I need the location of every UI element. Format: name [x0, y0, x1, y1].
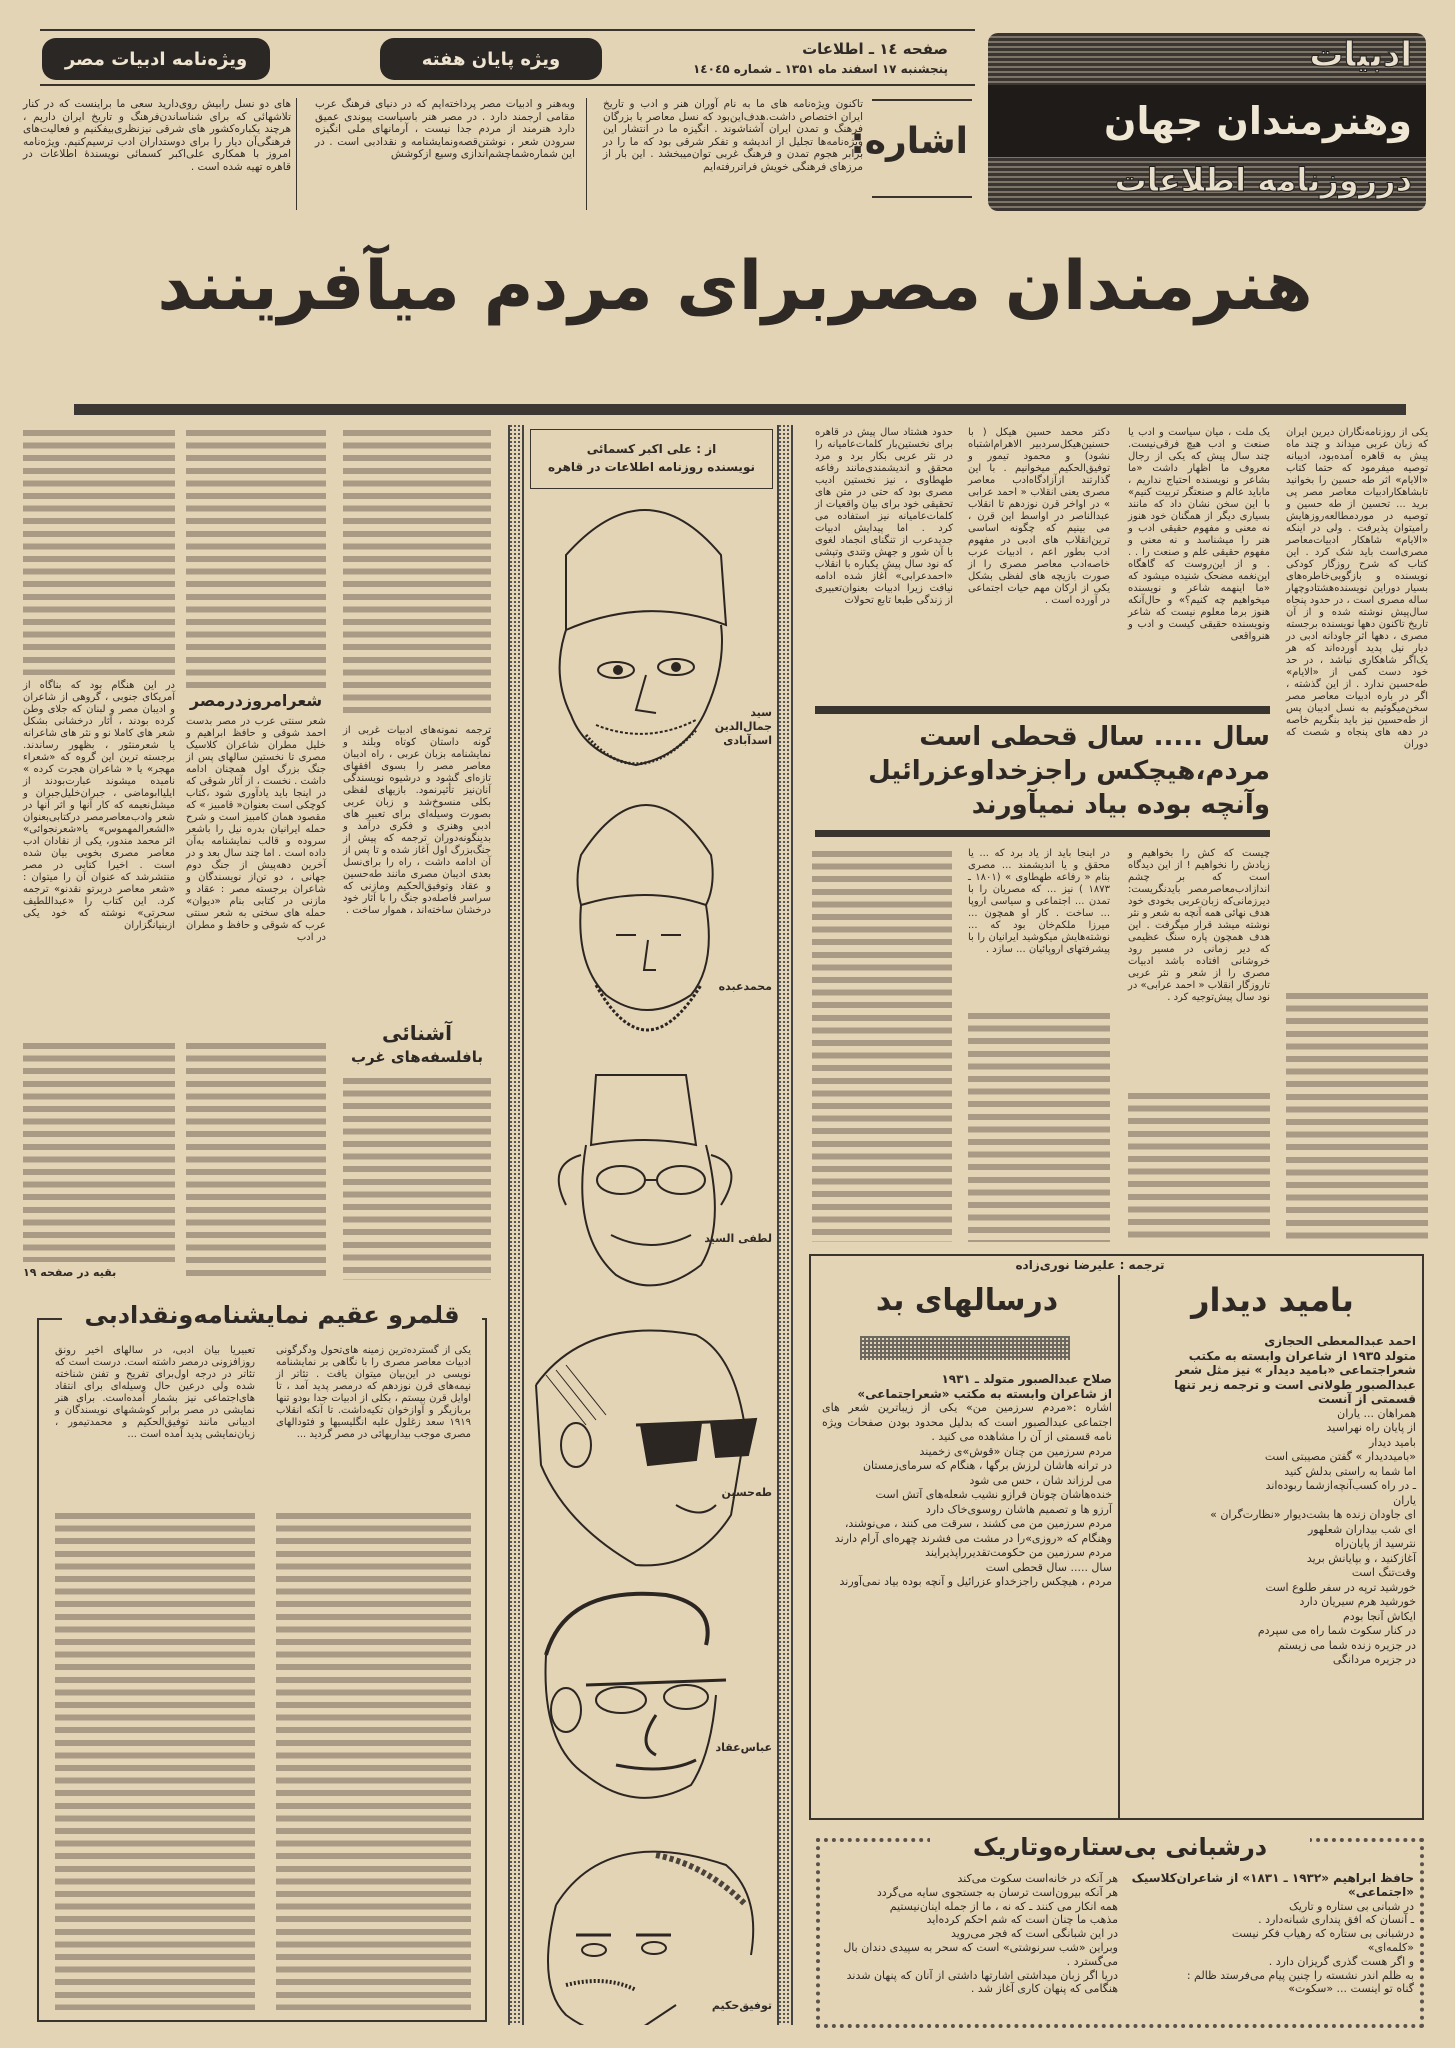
poem-line: در کنار سکوت شما راه می سپردم: [1257, 1624, 1416, 1637]
starless-poet: حافظ ابراهیم «۱۹۳۲ ـ ۱۸۳۱» از شاعران‌کلاسیک «اجتماعی»: [1131, 1871, 1414, 1899]
drama-column: یکی از گسترده‌ترین زمینه های‌تحول ودگرگونی ادبیات معاصر مصری را با نگاهی بر نمایشنامه نویسی در این‌بیان میتوان یافت . تئاتر از نیمه‌های قرن نوزدهم که درمصر پدید آمد ، تا اوایل قرن بیستم ، بکلی از ادبیات جدا بودو تنها بربازیگر و آوازخوان تکیه‌داشت. تا آنکه انقلاب ۱۹۱۹ سعد زغلول علیه انگلیسیها و فئودالهای مصری موجب بیداریهائی در مصر گردید ...: [276, 1345, 471, 1440]
article-column-continued: [1286, 990, 1428, 1245]
poem-line: در ترانه هاشان لرزش برگها ، هنگام که سرمای‌زمستان: [862, 1459, 1112, 1472]
poem-line: خورشید ترپه در سفر طلوع است: [1265, 1580, 1416, 1594]
poem-line: «کلمه‌ای»: [1367, 1940, 1414, 1954]
portrait-lutfi-sayyid: [559, 1075, 732, 1285]
article-column: در اینجا باید از یاد برد که ... یا محقق و یا اندیشمند ... مصری بنام « رفاعه طهطاوی » (۱۸۰۱ ـ ۱۸۷۳ ) نیز ... که مصریان را با تمدن ... اجتماعی و سیاسی اروپا ... ساخت . کار او همچون ... میرزا ملکم‌خان بود که ... نوشته‌هایش میکوشید ایرانیان را با پیشرفتهای اروپائیان ... سازد .: [968, 848, 1111, 955]
drama-column: تعبیریا بیان ادبی، در سالهای اخیر رونق روزافزونی درمصر داشته است. درست است که تئاتر در درجه اول‌برای تفریح و تفنن شناخته شده ولی درعین حال وسیله‌ای برای انتقاد های‌اجتماعی نیز بشمار آمده‌است. برای هنر نمایشی در مصر برابر کوششهای نویسندگان و ادیبانی مانند توفیق‌الحکیم و محمدتیمور ، زبان‌نمایشی پدید آمده است ...: [55, 1345, 255, 1440]
poem2-note: اشاره :«مردم سرزمین من» یکی از زیباترین شعر های اجتماعی عبدالصبور است که بدلیل محدود بودن صفحات ویژه نامه قسمتی از آن را مشاهده می کنید .: [822, 1401, 1112, 1443]
famine-headline-line2: مردم،هیچکس راجزخداوعزرائیل: [868, 756, 1270, 786]
translator: ترجمه : علیرضا نوری‌زاده: [1015, 1258, 1165, 1272]
article-column: یک ملت ، میان سیاست و ادب یا صنعت و ادب هیچ فرقی‌نیست. چند سال پیش که یکی از رجال معروف ما اظهار داشت «ما بشاعر و نویسنده احتیاج نداریم ، ماباید عالم و صنعتگر تربیت کنیم» با این سخن نشان داد که مانند بسیاری دیگر از همگنان خود هنوز نه معنی و مفهوم حقیقی ادب و هنر را میشناسد و نه معنی و مفهوم حقیقی علم و صنعت را . . . و از این‌روست که گاهگاه این‌نغمه مضحک شنیده میشود که «ما اینهمه شاعر و نویسنده میخواهیم چه کنیم؟» و حال‌آنکه هنوز برما معلوم نیست که شاعر ونویسنده حقیقی کیست و ادب و هنرواقعی: [1128, 427, 1270, 642]
byline-author: از : علی اکبر کسمائی: [586, 442, 717, 456]
poem-line: هر آنکه در خانه‌است سکوت می‌کند: [957, 1872, 1118, 1885]
article-column-text: [343, 427, 491, 719]
portrait-caption: لطفی السید: [704, 1232, 772, 1245]
drama-box-title: قلمرو عقیم نمایشنامه‌ونقدادبی: [62, 1296, 482, 1334]
supplement-logo: [988, 33, 1426, 211]
poem-line: وبراین «شب سرنوشتی» است که سحر به سپیدی دندان بال می‌گسترد .: [843, 1940, 1118, 1968]
poem-line: ـ در راه کسب‌آنچه‌ازشما ربوده‌اند: [1265, 1479, 1416, 1492]
article-column-continued: [812, 848, 952, 1242]
poem-line: هر آنکه بیرون‌است ترسان به جستجوی سایه می‌گردد: [876, 1885, 1118, 1899]
poem-line: خورشید هرم سیریان دارد: [1299, 1595, 1416, 1608]
article-column-text: [23, 427, 175, 675]
article-column-continued: [968, 1010, 1110, 1242]
poem-line: در این شبانگی است که فجر می‌روید: [950, 1927, 1118, 1941]
portrait-caption: سید جمال‌الدین اسدآبادی: [714, 706, 772, 747]
article-column: چیست که کش را بخواهیم و زیادش را نخواهیم ! از این دیدگاه است که بر چشم اندازادب‌معاصرمصر بایدنگریست: دیرزمانی‌که زبان‌عربی بخودی خود هدف نهائی همه آنچه به شعر و نثر نوشته میشد قرار میگرفت . این هدف همچون پاره سنگ عظیمی که دیر زمانی در مسیر رود خروشانی افتاده باشد ادبیات مصری را از شعر و نثر عربی تاروزگار انقلاب « احمد عرابی» در نود سال پیش‌توجیه کرد .: [1128, 848, 1270, 1003]
poem-line: به ظلم اندر نشسته را چنین پیام می‌فرستد ظالم :: [1186, 1968, 1414, 1982]
poem-line: و اگر هست گذری گریزان دارد .: [1268, 1954, 1414, 1968]
poem1-title: بامید دیدار: [1191, 1281, 1354, 1319]
portrait-caption: محمدعبده: [718, 980, 772, 993]
subhead-philosophy-2: بافلسفه‌های غرب: [350, 1048, 484, 1066]
portrait-taha-hussein: [536, 1331, 756, 1566]
intro-label: اشاره:: [850, 121, 968, 162]
header-rule: [40, 84, 975, 86]
intro-paragraph: تاکنون ویژه‌نامه های ما به نام آوران هنر و ادب و تاریخ ایران اختصاص داشت.هدف‌این‌بود که نسل معاصر با بزرگان فرهنگ و تمدن ایران آشنا‌شوند . انگیزه ما در انتشار این ویژه‌نامه‌ها تجلیل از اندیشه و تفکر شرقی بود که ما را در برابر هجوم تمدن و فرهنگ غربی توان‌میبخشد . این بار از مرزهای فرهنگی خویش فراتررفته‌ایم: [603, 98, 863, 173]
poem1-poet: احمد عبدالمعطی الحجازی: [1264, 1334, 1416, 1348]
poem-line: در جزیره زنده شما می زیستم: [1277, 1638, 1416, 1652]
poem-line: وقت‌تنگ است: [1351, 1566, 1416, 1579]
byline-box: [530, 429, 773, 489]
logo-line2: وهنرمندان جهان: [988, 85, 1426, 157]
section-bar: [815, 830, 1270, 837]
poem-line: ـ آنسان که افق پنداری شبانه‌دارد .: [1258, 1913, 1414, 1927]
section-badge: ویژه‌نامه ادبیات مصر: [42, 38, 270, 80]
dotted-border-right: [777, 425, 793, 2025]
article-column: شعر سنتی عرب در مصر بدست احمد شوقی و حافظ ابراهیم و خلیل مطران شاعران کلاسیک مصری تا نخستین سالهای پس از جنگ بزرگ اول همچنان ادامه داشت . نخست ، از آثار شوقی که در اینجا باید یادآوری شود ،کتاب کوچکی است بعنوان« قامبیز » که مقصود همان کامبیز است و شرح حمله ایرانیان بدره نیل را باشعر سروده و قالب نمایشنامه به‌آن داده است . اما چند سال بعد و در آخرین دهه‌پیش از جنگ دوم جهانی ، دو تن‌از نویسندگان و شاعران برجسته مصر : عقاد و مازنی در کتابی بنام «دیوان» حمله های سختی به شعر سنتی عرب که شوقی و حافظ و مطران در ادب: [186, 716, 326, 943]
portrait-caption: توفیق‌حکیم: [711, 1999, 772, 2012]
poem-line: همراهان ... یاران: [1337, 1406, 1416, 1420]
logo-line1: ادبیات: [1309, 35, 1412, 75]
poem-line: درشبانی بی ستاره که رهیاب فکر نیست: [1231, 1927, 1414, 1941]
column-divider: [586, 98, 587, 210]
portrait-caption: طه‌حسین: [721, 1486, 772, 1499]
article-column: ترجمه نمونه‌های ادبیات غربی از گونه داستان کوتاه وبلند و نمایشنامه بزبان عربی ، راه ادیبان معاصر مصر را بسوی افقهای تازه‌ای گشود و درشیوه نویسندگی آنان‌نیز تأثیرنمود. بازیهای لفظی بکلی منسوخ‌شد و زبان عربی بصورت وسیله‌ای برای تعبیر های ادبی وهنری و فکری درآمد و بدینگونه‌دوران ترجمه که پیش از جنگ‌بزرگ اول آغاز شده و تا پس از آن ادامه داشت ، راه را برای‌نسل بعدی ادیبان مصری مانند طه‌حسین و عقاد وتوفیق‌الحکیم ومازنی که سراسر فاصله‌دو جنگ را با آثار خود درخشان ساخته‌اند ، هموار ساخت .: [343, 725, 491, 916]
poem-line: آغازکنید ، و بپایانش برید: [1306, 1551, 1416, 1565]
dotted-border-left: [508, 425, 524, 2025]
page-info: صفحه ۱٤ ـ اطلاعات: [802, 40, 948, 58]
poem-line: ایکاش آنجا بودم: [1343, 1609, 1416, 1623]
poem-line: همه انکار می کنند ـ که نه ، ما از جمله اینان‌نیستیم: [889, 1899, 1118, 1913]
poem-line: بامید دیدار: [1369, 1435, 1416, 1449]
intro-paragraph: وبه‌هنر و ادبیات مصر پرداخته‌ایم که در دنیای فرهنگ عرب مقامی ارجمند دارد . در مصر هنر باسیاست پیوندی عمیق دارد هنرمند از مردم جدا نیست ، آرمانهای ملی انگیزه سرودن شعر ، نوشتن‌قصه‌ونمایشنامه و نقدادبی است . در این شماره‌شماچشم‌اندازی وسیع ازکوشش: [315, 98, 575, 160]
poem-line: در شبانی بی ستاره و تاریک: [1289, 1899, 1414, 1913]
section-bar: [815, 706, 1270, 714]
drama-column-text: [55, 1510, 255, 2010]
poem-line: خنده‌هاشان چونان فرازو نشیب شعله‌های آتش است: [875, 1488, 1112, 1501]
poems-divider: [1118, 1275, 1120, 1820]
poem2: [822, 1372, 1112, 1590]
intro-rule: [872, 99, 972, 101]
starless-poem-right: [1130, 1872, 1414, 1996]
poem2-school: از شاعران وابسته به مکتب «شعراجتماعی»: [857, 1386, 1112, 1401]
article-column-text: [186, 427, 326, 689]
poem1-note: متولد ۱۹۳۵ از شاعران وابسته به مکتب شعراجتماعی «بامید دیدار » نیز مثل شعر عبدالصبور طولانی است و ترجمه زیر تنها قسمتی از آنست: [1173, 1348, 1416, 1406]
poem-line: در جزیره مردانگی: [1332, 1653, 1416, 1666]
famine-headline-line1: سال ..... سال قحطی است: [919, 722, 1270, 752]
poem-line: سال ..... سال قحطی است: [985, 1560, 1112, 1574]
subhead-philosophy-1: آشنائی: [382, 1021, 452, 1045]
poem-line: مذهب ما چنان است که شم احکم کرده‌اید: [926, 1913, 1118, 1927]
date-issue: پنجشنبه ۱۷ اسفند ماه ۱۳۵۱ ـ شماره ۱٤۰٤۵: [692, 62, 948, 76]
poem-line: ای جاودان زنده ها بشت‌دیوار «نظارت‌گران »: [1210, 1508, 1416, 1521]
drama-column-text: [276, 1510, 471, 2010]
poem-line: آرزو ها و تصمیم هاشان روسوی‌خاک دارد: [925, 1502, 1112, 1516]
poem2-lines: [822, 1445, 1112, 1590]
intro-paragraph: های دو نسل رابیش روی‌دارید سعی ما براینست که در کنار تلاشهائی که برای شناساندن‌فرهنگ و تاریخ ایران داریم ، هرچند یکباره‌کشور های شرقی نیزنظری‌بیفکنیم و فعالیت‌های فرهنگی‌آن دیار را برای دوستداران ادب ترسیم‌کنیم. ویژه‌نامه امروز با همکاری علی‌اکبر کسمائی نویسندهٔ اطلاعات در قاهره تهیه شده است .: [23, 98, 291, 173]
portrait-abbas-aqqad: [546, 1594, 727, 1798]
poem-line: مردم سرزمین من می کشند ، سرقت می کنند ، می‌نوشند،: [844, 1517, 1112, 1530]
article-column: یکی از روزنامه‌نگاران دیرین ایران که زبان عربی میداند و چند ماه پیش به قاهره آمده‌بود، ادیبانه توصیه میفرمود که حتما کتاب «الایام» اثر طه حسین را بخوانید تابشاهکارادبیات معاصر مصر پی برید ... تحسین از طه حسین و توصیه در موردمطالعه‌روزهایش رامیتوان پذیرفت . ولی در اینکه «الایام» شاهکار ادبیات‌معاصر مصری‌است باید شک کرد . این کتاب که شرح روزگار کودکی نویسنده و بازگویی‌خاطره‌های بسیار دوراین نویسنده‌هشتادوچهار ساله مصری است ، در حدود پنجاه سال‌پیش نوشته شده و از آن تاریخ تاکنون دهها نویسنده برجسته مصری ، دهها اثر جاودانه ادبی در دیار نیل پدید آورده‌اند که هر یک‌اگر شاهکاری نباشد ، در حد خود دست کمی از «الایام» طه‌حسین ندارد . از این گذشته ، اگر در باره ادبیات معاصر مصر سخن‌میگوئیم به نسل ادیبان پس از طه‌حسین نیز باید بنگریم خاصه در دهه های پنجاه و شصت که دوران: [1286, 427, 1428, 750]
article-column-text: [186, 1040, 326, 1280]
poem-line: گناه تو اینست ... «سکوت»: [1288, 1982, 1414, 1996]
article-column: دکتر محمد حسین هیکل ( با حسنین‌هیکل‌سردبیر الاهرام‌اشتباه نشود) و محمود تیمور و توفیق‌الحکیم میخوانیم . با این گذارتند ازآزادگاه‌ادب معاصر مصری یعنی انقلاب « احمد عرابی » در اواخر قرن نوزدهم تا انقلاب عبدالناصر در اواسط این قرن ، می بینیم که چگونه اساسی ترین‌انقلاب های ادبی در مفهوم ادب بطور اعم ، ادبیات عرب خاصه‌ادب معاصر مصری را از صورت بازیچه های لفظی بشکل یکی از ارکان مهم حیات اجتماعی در آورده است .: [968, 427, 1110, 606]
poem-line: از پایان راه نهراسید: [1326, 1421, 1416, 1434]
poem-line: مردم سرزمین من حکومت‌تقدیرراپذیرایند: [925, 1546, 1112, 1559]
poem2-poet: صلاح عبدالصبور متولد ـ ۱۹۳۱: [941, 1372, 1112, 1386]
poem-line: مردم سرزمین من چنان «قوش»ی زخمیند: [919, 1444, 1112, 1458]
poem1: [1128, 1334, 1416, 1668]
column-divider: [296, 98, 297, 210]
poem-line: نترسید از پایان‌راه: [1334, 1537, 1416, 1550]
weekend-badge: ویژه پایان هفته: [380, 38, 602, 80]
famine-headline-line3: وآنچه بوده بیاد نمیآورند: [971, 790, 1270, 820]
poem1-lines: [1128, 1407, 1416, 1668]
article-column-text: [23, 1040, 175, 1262]
article-column-continued: [1128, 1090, 1270, 1242]
starless-title: درشبانی بی‌ستاره‌وتاریک: [930, 1830, 1310, 1864]
poem-line: مردم ، هیچکس راجزخداو عزرائیل و آنچه بوده بیاد نمی‌آورند: [839, 1575, 1112, 1588]
article-column: در این هنگام بود که بناگاه از آمریکای جنوبی ، گروهی از شاعران و ادیبان مصر و لبنان که جلای وطن کرده بودند ، آثار درخشانی بشکل شعر های کاملا نو و نثر های شاعرانه یا شعرمنثور ، بظهور رساندند. برجسته ترین این گروه که «شعراء مهجر» یا « شاعران هجرت کرده » نامیده میشوند عبارت‌بودند از ایلیاابوماضی ، جبران‌خلیل‌جبران و میشل‌نعیمه که کار آنها و اثر آنها در شعر وادب‌معاصرمصر درکتابی‌بعنوان «الشعرالمهموس» یا«شعرنجوائی» اثر محمد مندور، یکی از نقادان ادب معاصر مصری بخوبی بیان شده است . اخیرا کتابی در مصر منتشرشد که عنوان آن را میتوان : «شعر معاصر دربرتو نقدنو» ترجمه کرد. این کتاب را «عبداللطیف سحرتی» نوشته که خود یکی ازبنیانگزاران: [23, 680, 175, 931]
poem-line: «بامیددیدار » گفتن مصیبتی است: [1264, 1450, 1416, 1463]
starless-right-lines: [1130, 1900, 1414, 1997]
starless-left-lines: [828, 1872, 1118, 1996]
main-headline: هنرمندان مصربرای مردم میآفرینند: [157, 247, 1313, 326]
article-column: حدود هشتاد سال پیش در قاهره برای نخستین‌بار کلمات‌عامیانه را در نثر عربی بکار برد و مرد محقق و اندیشمندی‌مانند رفاعه طهطاوی ، نیز نخستین ادیب مصری بود که حتی در متن های تحقیقی خود برای بیان واقعیات از کلمات‌عامیانه نیز استفاده می کرد . اما پیدایش ادبیات جدیدعرب از تنگنای انجماد لغوی با آن شور و جهش وتندی وتپشی که نود سال پیش یکباره با انقلاب «احمدعرابی» آغاز شده ادامه نیافت زیرا ادبیات بعنوان‌تعبیری از زندگی طبعا تابع تحولات: [815, 427, 953, 606]
poem-line: اما شما به راستی بدلش کنید: [1284, 1464, 1416, 1478]
poem-line: دریا اگر زبان میداشتی اشارتها داشتی از آنان که پنهان شدند هنگامی که پنهان کاری آغاز شد .: [846, 1968, 1118, 1996]
starless-poem-left: [828, 1872, 1118, 1996]
famine-headline: [815, 720, 1270, 822]
poem2-title: درسالهای بد: [875, 1283, 1059, 1318]
top-rule: [40, 29, 975, 31]
dotted-bar: [860, 1336, 1070, 1360]
poem-line: یاران: [1393, 1493, 1416, 1507]
poem-line: وهنگام که «روزی»را در مشت می فشرند چهره‌ای آرام دارند: [834, 1531, 1112, 1545]
byline-role: نویسنده روزنامه اطلاعات در قاهره: [548, 460, 755, 474]
poem-line: می لرزاند شان ، حس می شود: [969, 1473, 1112, 1487]
headline-rule: [74, 404, 1406, 415]
intro-rule: [872, 196, 972, 198]
poem-line: ای شب بیداران شعلهور: [1307, 1522, 1416, 1536]
logo-line3: درروزنامه اطلاعات: [1114, 161, 1412, 199]
portrait-caption: عباس‌عقاد: [715, 1741, 772, 1754]
article-column-text: [343, 1075, 491, 1280]
continued-note: بقیه در صفحه ۱۹: [23, 1266, 117, 1279]
subhead-poetry: شعرامروزدرمصر: [189, 691, 323, 710]
portrait-abduh: [578, 805, 713, 1030]
